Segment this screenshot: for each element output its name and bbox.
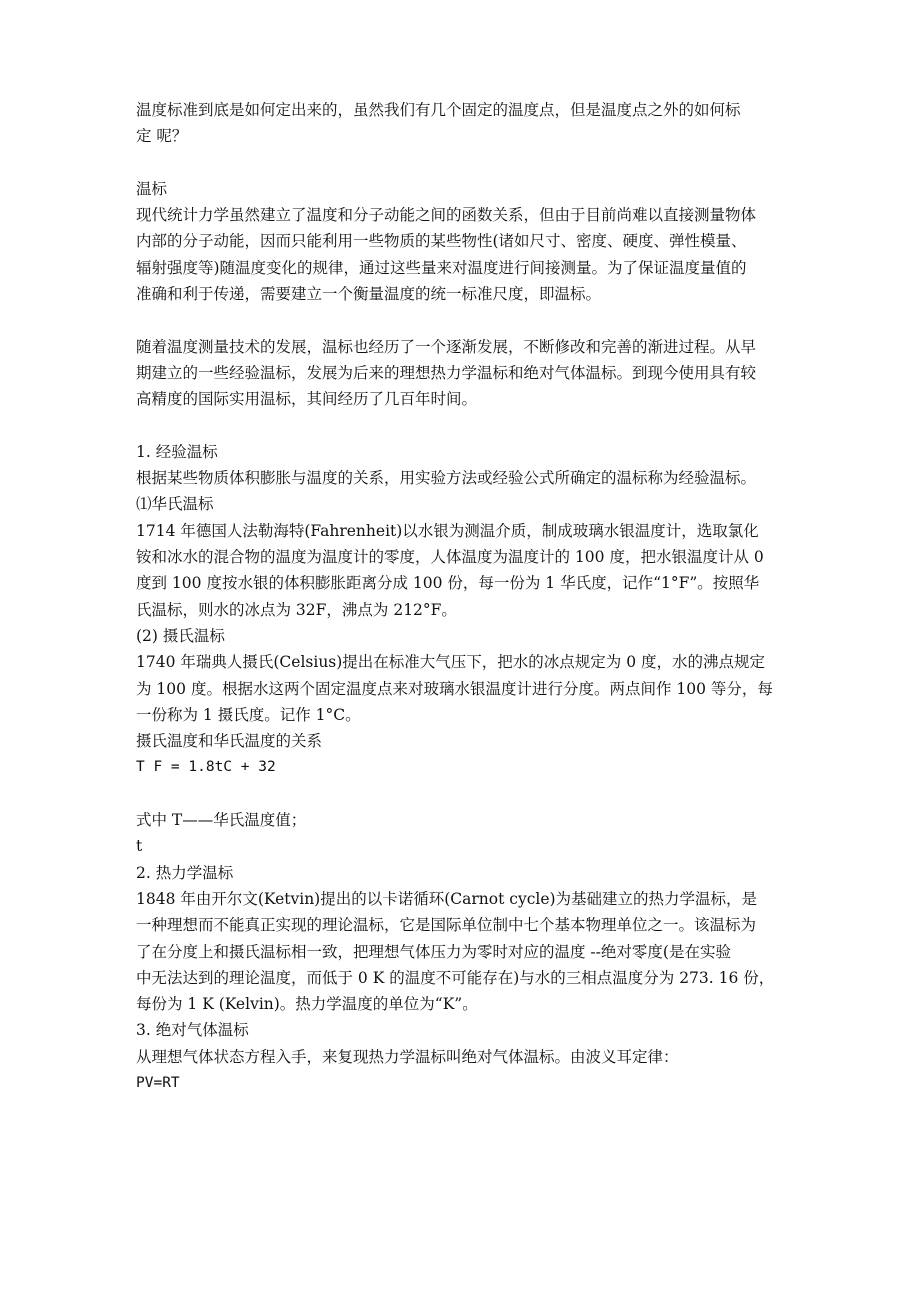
blank-line <box>136 150 808 176</box>
section-heading: 温标 <box>136 179 168 198</box>
text-line: 摄氏温度和华氏温度的关系 <box>136 732 323 751</box>
blank-line <box>136 413 808 439</box>
text-line: 准确和利于传递，需要建立一个衡量温度的统一标准尺度，即温标。 <box>136 285 602 304</box>
formula-line: T F = 1.8tC + 32 <box>136 759 276 776</box>
section-heading: 3. 绝对气体温标 <box>136 1021 249 1040</box>
text-line: 度到 100 度按水银的体积膨胀距离分成 100 份，每一份为 1 华氏度，记作“1°F”。按照华 <box>136 574 760 593</box>
text-line: 1714 年德国人法勒海特(Fahrenheit)以水银为测温介质，制成玻璃水银温度计，选取氯化 <box>136 521 759 540</box>
text-line: 为 100 度。根据水这两个固定温度点来对玻璃水银温度计进行分度。两点间作 100 等分，每 <box>136 679 773 698</box>
text-line: t <box>136 837 143 856</box>
text-line: 随着温度测量技术的发展，温标也经历了一个逐渐发展，不断修改和完善的渐进过程。从早 <box>136 337 757 356</box>
text-line: 铵和冰水的混合物的温度为温度计的零度，人体温度为温度计的 100 度，把水银温度计从 0 <box>136 548 764 567</box>
text-line: 辐射强度等)随温度变化的规律，通过这些量来对温度进行间接测量。为了保证温度量值的 <box>136 258 747 277</box>
subsection-heading: ⑴华氏温标 <box>136 495 214 514</box>
text-line: 温度标准到底是如何定出来的，虽然我们有几个固定的温度点，但是温度点之外的如何标 <box>136 101 741 119</box>
blank-line <box>136 307 808 333</box>
text-line: 式中 T——华氏温度值； <box>136 811 307 830</box>
subsection-heading: (2) 摄氏温标 <box>136 626 225 645</box>
text-line: 1740 年瑞典人摄氏(Celsius)提出在标准大气压下，把水的冰点规定为 0 度，水的沸点规定 <box>136 653 766 672</box>
text-line: 了在分度上和摄氏温标相一致，把理想气体压力为零时对应的温度 --绝对零度(是在实验 <box>136 942 731 961</box>
section-heading: 1. 经验温标 <box>136 442 218 461</box>
text-line: 每份为 1 K (Kelvin)。热力学温度的单位为“K”。 <box>136 995 478 1014</box>
text-line: 一种理想而不能真正实现的理论温标，它是国际单位制中七个基本物理单位之一。该温标为 <box>136 916 757 935</box>
text-line: 高精度的国际实用温标，其间经历了几百年时间。 <box>136 390 478 409</box>
text-line: 氏温标，则水的冰点为 32F，沸点为 212°F。 <box>136 600 457 619</box>
text-line: 从理想气体状态方程入手，来复现热力学温标叫绝对气体温标。由波义耳定律： <box>136 1047 679 1066</box>
text-line: 内部的分子动能，因而只能利用一些物质的某些物性(诸如尺寸、密度、硬度、弹性模量、 <box>136 232 747 251</box>
blank-line <box>136 781 808 807</box>
text-line: 定 呢？ <box>136 127 188 146</box>
text-line: 中无法达到的理论温度，而低于 0 K 的温度不可能存在)与水的三相点温度分为 273. 16 份， <box>136 968 775 987</box>
section-heading: 2. 热力学温标 <box>136 863 234 882</box>
formula-line: PV=RT <box>136 1074 180 1091</box>
text-line: 一份称为 1 摄氏度。记作 1°C。 <box>136 705 361 724</box>
text-line: 现代统计力学虽然建立了温度和分子动能之间的函数关系，但由于目前尚难以直接测量物体 <box>136 206 757 225</box>
text-line: 1848 年由开尔文(Ketvin)提出的以卡诺循环(Carnot cycle)为基础建立的热力学温标，是 <box>136 889 758 908</box>
text-line: 根据某些物质体积膨胀与温度的关系，用实验方法或经验公式所确定的温标称为经验温标。 <box>136 469 757 488</box>
document-body <box>136 97 808 1096</box>
text-line: 期建立的一些经验温标，发展为后来的理想热力学温标和绝对气体温标。到现今使用具有较 <box>136 363 757 382</box>
